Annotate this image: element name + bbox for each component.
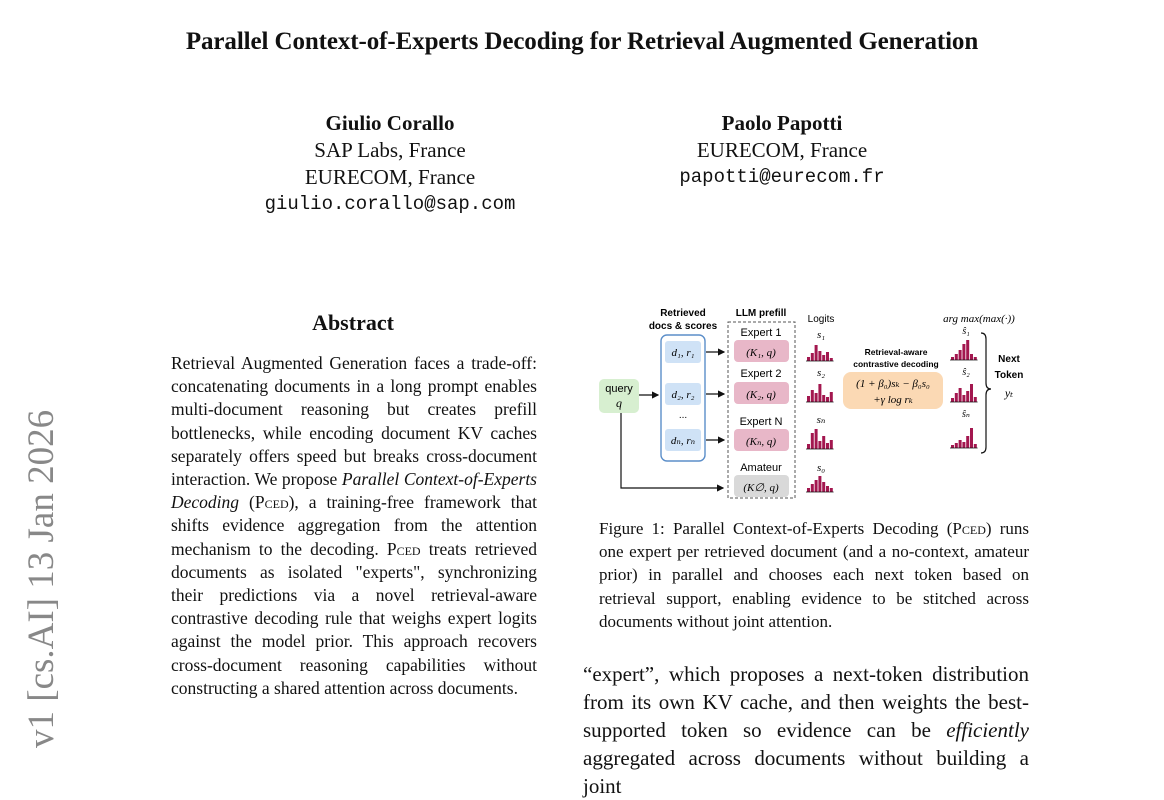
author-affiliation: EURECOM, France	[304, 165, 476, 189]
retrieval-aware-label: Retrieval-aware	[864, 347, 928, 357]
next-token-symbol: yₜ	[1004, 386, 1014, 400]
histogram-bar	[826, 352, 829, 361]
histogram-bar	[822, 436, 825, 449]
histogram-bar	[822, 482, 825, 492]
histogram-bar	[818, 384, 821, 402]
histogram-bar	[815, 480, 818, 492]
histogram-bar	[955, 443, 958, 448]
histogram-bar	[830, 392, 833, 402]
doc-1-label: d₁, r₁	[671, 347, 695, 359]
caption-segment: Figure 1: Parallel Context-of-Experts Decoding (	[599, 519, 953, 538]
figure-caption	[599, 517, 1029, 633]
expert-2-kv: (K₂, q)	[746, 389, 776, 401]
token-label: Token	[994, 370, 1024, 381]
histogram-bar	[951, 398, 954, 402]
author-affiliation: EURECOM, France	[696, 138, 868, 162]
histogram-bar	[830, 488, 833, 492]
selection-brace	[981, 333, 991, 453]
abstract-segment: (	[239, 492, 255, 513]
logit-s2-label: s₂	[816, 367, 826, 379]
histogram-bar	[811, 390, 814, 402]
histogram-bar	[815, 393, 818, 402]
doc-2-label: d₂, r₂	[671, 389, 695, 401]
histogram-bar	[966, 436, 969, 448]
histogram-bar	[815, 345, 818, 361]
histogram-bar	[966, 391, 969, 402]
expert-n-label: Expert N	[739, 416, 783, 428]
histogram-bar	[970, 428, 973, 448]
adjusted-sn-histogram	[950, 428, 978, 448]
query-symbol: q	[616, 396, 622, 410]
adjusted-s2-histogram	[950, 384, 978, 402]
histogram-bar	[970, 384, 973, 402]
body-segment: aggregated across documents without building a joint	[583, 746, 1029, 798]
body-emphasis: efficiently	[946, 718, 1029, 742]
logit-s0-label: s₀	[816, 462, 826, 474]
next-label: Next	[998, 354, 1020, 365]
histogram-bar	[826, 486, 829, 492]
abstract-method-name: Parallel Context-of-Experts Decoding	[171, 469, 537, 513]
abstract-segment: treats retrieved documents as isolated "experts", synchronizing their predictions via a novel retrieval-aware contrastive decoding rule that weighs expert logits against the model prior. This approach recovers cross-document reasoning capabilities without constructing a shared attention across documents.	[171, 538, 537, 698]
logit-s1-histogram	[806, 345, 834, 361]
abstract-heading: Abstract	[312, 310, 394, 335]
doc-ellipsis: ...	[678, 410, 688, 421]
histogram-bar	[951, 445, 954, 448]
author-email[interactable]: giulio.corallo@sap.com	[264, 193, 516, 215]
paper-title: Parallel Context-of-Experts Decoding for Retrieval Augmented Generation	[185, 28, 979, 55]
adjusted-sn-label: ŝₙ	[962, 409, 970, 420]
histogram-bar	[811, 484, 814, 492]
histogram-bar	[822, 395, 825, 402]
histogram-bar	[807, 444, 810, 449]
llm-prefill-label: LLM prefill	[735, 308, 787, 319]
author-email[interactable]: papotti@eurecom.fr	[679, 166, 885, 188]
abstract-segment: ), a training-free framework that shifts evidence aggregation from the attention mechanism to the decoding.	[171, 492, 537, 559]
histogram-bar	[955, 393, 958, 402]
author-block-1	[250, 110, 530, 218]
histogram-bar	[830, 358, 833, 361]
doc-n-label: dₙ, rₙ	[670, 435, 696, 447]
histogram-bar	[970, 354, 973, 360]
adjusted-s2-label: ŝ₂	[962, 367, 970, 378]
body-segment: “expert”, which proposes a next-token distribution from its own KV cache, and then weights the best-supported token so evidence can be	[583, 662, 1029, 742]
expert-n-kv: (Kₙ, q)	[745, 436, 777, 448]
abstract-segment: Retrieval Augmented Generation faces a trade-off: concatenating documents in a long prompt enables multi-document reasoning but creates prefill bottlenecks, while encoding document KV caches separately offers speed but breaks cross-document interaction. We propose	[171, 353, 537, 490]
abstract-text	[171, 352, 537, 700]
logit-s0-histogram	[806, 476, 834, 492]
histogram-bar	[822, 355, 825, 361]
adjusted-s1-label: ŝ₁	[962, 326, 970, 337]
histogram-bar	[974, 444, 977, 448]
histogram-bar	[818, 441, 821, 449]
formula-line-2: +γ log rₖ	[873, 394, 913, 406]
histogram-bar	[811, 353, 814, 361]
histogram-bar	[959, 388, 962, 402]
histogram-bar	[959, 350, 962, 360]
caption-acronym: Pced	[952, 519, 986, 538]
contrastive-decoding-label: contrastive decoding	[853, 359, 939, 369]
histogram-bar	[951, 357, 954, 360]
histogram-bar	[826, 397, 829, 402]
histogram-bar	[818, 476, 821, 492]
histogram-bar	[974, 357, 977, 360]
argmax-label: arg max(max(·))	[943, 313, 1015, 325]
pced-figure	[595, 305, 1035, 500]
formula-line-1: (1 + β₀)sₖ − β₀s₀	[856, 378, 930, 390]
logits-label: Logits	[807, 314, 835, 325]
amateur-label: Amateur	[740, 462, 782, 474]
abstract-acronym: Pced	[254, 492, 289, 513]
histogram-bar	[966, 340, 969, 360]
adjusted-s1-histogram	[950, 340, 978, 360]
histogram-bar	[962, 395, 965, 402]
abstract-acronym: Pced	[386, 538, 421, 559]
retrieved-label: Retrieved	[660, 308, 706, 319]
histogram-bar	[807, 357, 810, 361]
query-label: query	[605, 383, 633, 395]
histogram-bar	[959, 440, 962, 448]
histogram-bar	[811, 433, 814, 449]
author-name: Giulio Corallo	[325, 111, 455, 135]
body-paragraph	[583, 660, 1029, 800]
histogram-bar	[955, 354, 958, 360]
histogram-bar	[974, 397, 977, 402]
author-name: Paolo Papotti	[721, 111, 843, 135]
author-affiliation: SAP Labs, France	[314, 138, 466, 162]
histogram-bar	[830, 440, 833, 449]
histogram-bar	[807, 396, 810, 402]
author-block-2	[637, 110, 927, 191]
histogram-bar	[962, 442, 965, 448]
logit-sn-label: sₙ	[816, 414, 826, 426]
expert-2-label: Expert 2	[740, 368, 782, 380]
histogram-bar	[815, 429, 818, 449]
expert-1-kv: (K₁, q)	[746, 347, 776, 359]
histogram-bar	[962, 344, 965, 360]
histogram-bar	[826, 443, 829, 449]
expert-1-label: Expert 1	[740, 327, 782, 339]
logit-sn-histogram	[806, 429, 834, 449]
histogram-bar	[818, 351, 821, 361]
amateur-kv: (K∅, q)	[743, 482, 779, 494]
logit-s1-label: s₁	[816, 329, 826, 341]
docs-scores-label: docs & scores	[648, 321, 718, 332]
caption-segment: ) runs one expert per retrieved document (and a no-context, amateur prior) in parallel and chooses each next token based on retrieval support, enabling evidence to be stitched across documents without joint attention.	[599, 519, 1029, 631]
histogram-bar	[807, 488, 810, 492]
arxiv-identifier: v1 [cs.AI] 13 Jan 2026	[21, 409, 62, 748]
logit-s2-histogram	[806, 384, 834, 402]
